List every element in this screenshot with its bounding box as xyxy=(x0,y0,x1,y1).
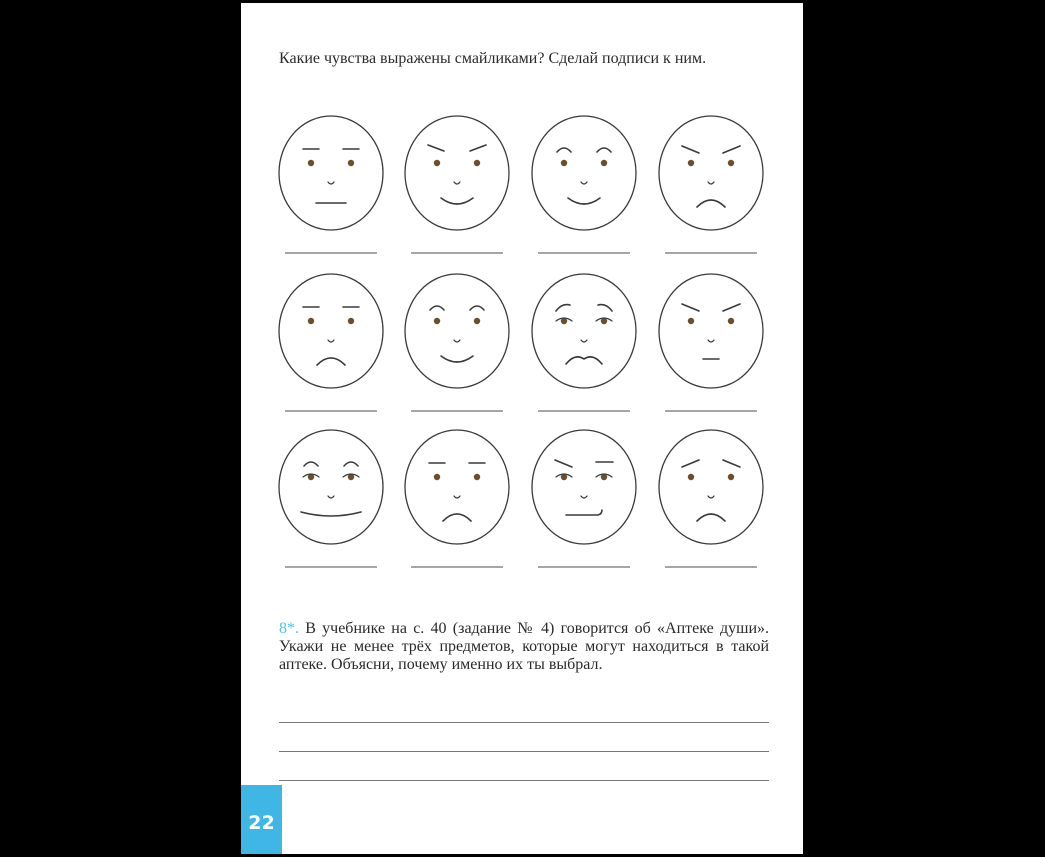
face-outline xyxy=(405,274,509,388)
smiley-face xyxy=(532,430,636,544)
smiley-face xyxy=(279,116,383,230)
face-outline xyxy=(659,274,763,388)
answer-line[interactable] xyxy=(279,780,769,781)
eye xyxy=(474,474,480,480)
eye xyxy=(474,160,480,166)
eye xyxy=(348,160,354,166)
eye xyxy=(434,318,440,324)
face-outline xyxy=(405,116,509,230)
eye xyxy=(561,160,567,166)
face-outline xyxy=(532,274,636,388)
eye xyxy=(728,474,734,480)
face-outline xyxy=(405,430,509,544)
eye xyxy=(728,160,734,166)
page-number: 22 xyxy=(248,812,275,834)
answer-line[interactable] xyxy=(279,722,769,723)
eye xyxy=(688,318,694,324)
smiley-face xyxy=(279,430,383,544)
smiley-face xyxy=(532,274,636,388)
eye xyxy=(688,474,694,480)
eye xyxy=(728,318,734,324)
face-outline xyxy=(279,116,383,230)
task-8-text xyxy=(279,620,769,674)
task-8-number: 8*. xyxy=(279,620,299,637)
task-8-question: В учебнике на с. 40 (задание № 4) говорится об «Аптеке души». Укажи не менее трёх предметов, которые могут находиться в такой аптеке. Объясни, почему именно их ты выбрал. xyxy=(279,620,769,673)
smiley-face xyxy=(405,274,509,388)
face-outline xyxy=(279,430,383,544)
eye xyxy=(434,474,440,480)
task-7-question: Какие чувства выражены смайликами? Сделай подписи к ним. xyxy=(279,50,707,67)
page-number-tab xyxy=(241,785,282,854)
eye xyxy=(308,318,314,324)
workbook-page xyxy=(241,3,803,854)
smiley-face xyxy=(659,274,763,388)
answer-line[interactable] xyxy=(279,751,769,752)
smiley-faces-grid xyxy=(241,3,803,603)
eye xyxy=(688,160,694,166)
eye xyxy=(308,160,314,166)
smiley-face xyxy=(659,430,763,544)
face-outline xyxy=(532,116,636,230)
smiley-face xyxy=(532,116,636,230)
face-outline xyxy=(659,116,763,230)
smiley-face xyxy=(279,274,383,388)
face-outline xyxy=(532,430,636,544)
face-outline xyxy=(279,274,383,388)
smiley-face xyxy=(659,116,763,230)
smiley-face xyxy=(405,116,509,230)
eye xyxy=(348,318,354,324)
eye xyxy=(601,160,607,166)
smiley-face xyxy=(405,430,509,544)
face-outline xyxy=(659,430,763,544)
eye xyxy=(474,318,480,324)
eye xyxy=(434,160,440,166)
